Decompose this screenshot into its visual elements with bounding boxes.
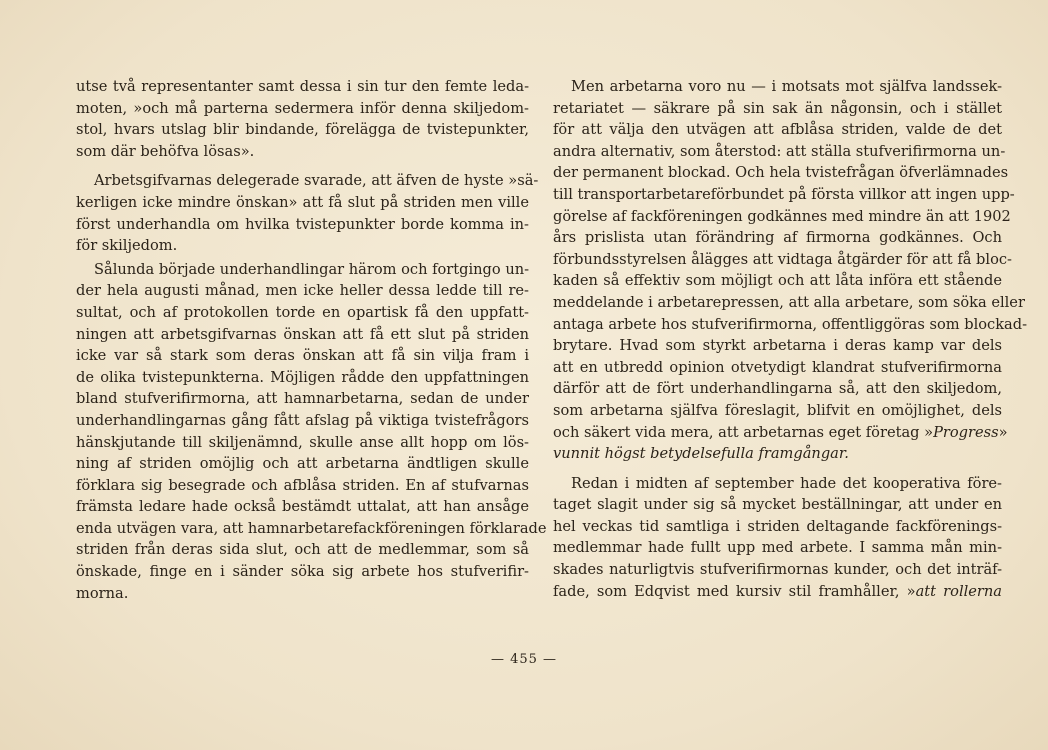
page-number: — 455 — [490,652,558,667]
text-line: antaga arbete hos stufverifirmorna, offentliggöras som blockad- [553,315,1028,333]
text-line: ning af striden omöjlig och att arbetarna ändtligen skulle [76,455,529,473]
text-line: som arbetarna själfva föreslagit, blifvit en omöjlighet, dels [553,401,1002,419]
text-line: hänskjutande till skiljenämnd, skulle anse allt hopp om lös- [76,433,529,451]
text-line: ningen att arbetsgifvarnas önskan att få ett slut på striden [76,325,529,343]
text-line [553,422,1008,444]
text-line: kaden så effektiv som möjligt och att låta införa ett stående [553,272,1002,290]
text-line: taget slagit under sig så mycket beställningar, att under en [553,496,1002,514]
text-line: görelse af fackföreningen godkännes med mindre än att 1902 [553,207,1011,225]
text-line: enda utvägen vara, att hamnarbetarefackföreningen förklarade [76,519,547,537]
text-segment: fade, som Edqvist med kursiv stil framhåller, » [553,582,916,600]
text-line [553,443,1002,465]
left-column [76,76,547,604]
text-line: underhandlingarnas gång fått afslag på viktiga tvistefrågors [76,411,529,429]
text-line: retariatet — säkrare på sin sak än någonsin, och i stället [553,99,1002,117]
text-line: för att välja den utvägen att afblåsa striden, valde de det [553,121,1002,139]
italic-progress: Progress [933,423,999,441]
text-line: brytare. Hvad som styrkt arbetarna i deras kamp var dels [553,337,1002,355]
text-line: moten, »och må parterna sedermera inför denna skiljedom- [76,99,529,117]
text-line: bland stufverifirmorna, att hamnarbetarna, sedan de under [76,390,529,408]
text-line: till transportarbetareförbundet på första villkor att ingen upp- [553,185,1015,203]
text-line: som där behöfva lösas». [76,142,255,160]
text-line: der hela augusti månad, men icke heller dessa ledde till re- [76,282,529,300]
text-line: andra alternativ, som återstod: att ställa stufverifirmorna un- [553,142,1006,160]
text-line: medlemmar hade fullt upp med arbete. I samma mån min- [553,539,1002,557]
text-line: års prislista utan förändring af firmorna godkännes. Och [553,229,1002,247]
text-line: utse två representanter samt dessa i sin tur den femte leda- [76,78,529,95]
text-line: önskade, finge en i sänder söka sig arbete hos stufverifir- [76,563,529,581]
quote-close: » [998,423,1008,441]
text-line: Men arbetarna voro nu — i motsats mot själfva landssek- [571,78,1002,95]
text-line: förklara sig besegrade och afblåsa striden. En af stufvarnas [76,476,529,494]
right-column [553,76,1028,602]
text-line: skades naturligtvis stufverifirmornas kunder, och det inträf- [553,561,1002,579]
text-line: förbundsstyrelsen ålägges att vidtaga åtgärder för att få bloc- [553,250,1012,268]
text-line: Arbetsgifvarnas delegerade svarade, att äfven de hyste »sä- [94,172,539,190]
text-line: därför att de fört underhandlingarna så, att den skiljedom, [553,380,1002,398]
text-line: först underhandla om hvilka tvistepunkter borde komma in- [76,215,529,233]
text-line: främsta ledare hade också bestämdt uttalat, att han ansåge [76,498,529,516]
text-line: icke var så stark som deras önskan att få sin vilja fram i [76,347,529,365]
text-line: Sålunda började underhandlingar härom och fortgingo un- [94,260,530,278]
text-line: morna. [76,584,129,602]
text-line: sultat, och af protokollen torde en opartisk få den uppfatt- [76,303,529,321]
text-line: striden från deras sida slut, och att de medlemmar, som så [76,541,529,559]
text-line: hel veckas tid samtliga i striden deltagande fackförenings- [553,517,1002,535]
text-line: der permanent blockad. Och hela tvistefrågan öfverlämnades [553,164,1009,182]
text-line: de olika tvistepunkterna. Möjligen rådde den uppfattningen [76,368,529,386]
italic-text: vunnit högst betydelsefulla framgångar. [553,445,849,463]
text-line [553,581,1002,603]
text-line: kerligen icke mindre önskan» att få slut på striden men ville [76,193,529,211]
text-line: att en utbredd opinion otvetydigt klandrat stufverifirmorna [553,358,1002,376]
text-line: Redan i midten af september hade det kooperativa före- [571,474,1002,492]
text-line: meddelande i arbetarepressen, att alla arbetare, som söka eller [553,293,1025,311]
italic-text: att rollerna [915,582,1002,600]
text-line: stol, hvars utslag blir bindande, förelägga de tvistepunkter, [76,121,529,139]
text-line: för skiljedom. [76,237,178,255]
text-segment: och säkert vida mera, att arbetarnas eget företag » [553,423,934,441]
